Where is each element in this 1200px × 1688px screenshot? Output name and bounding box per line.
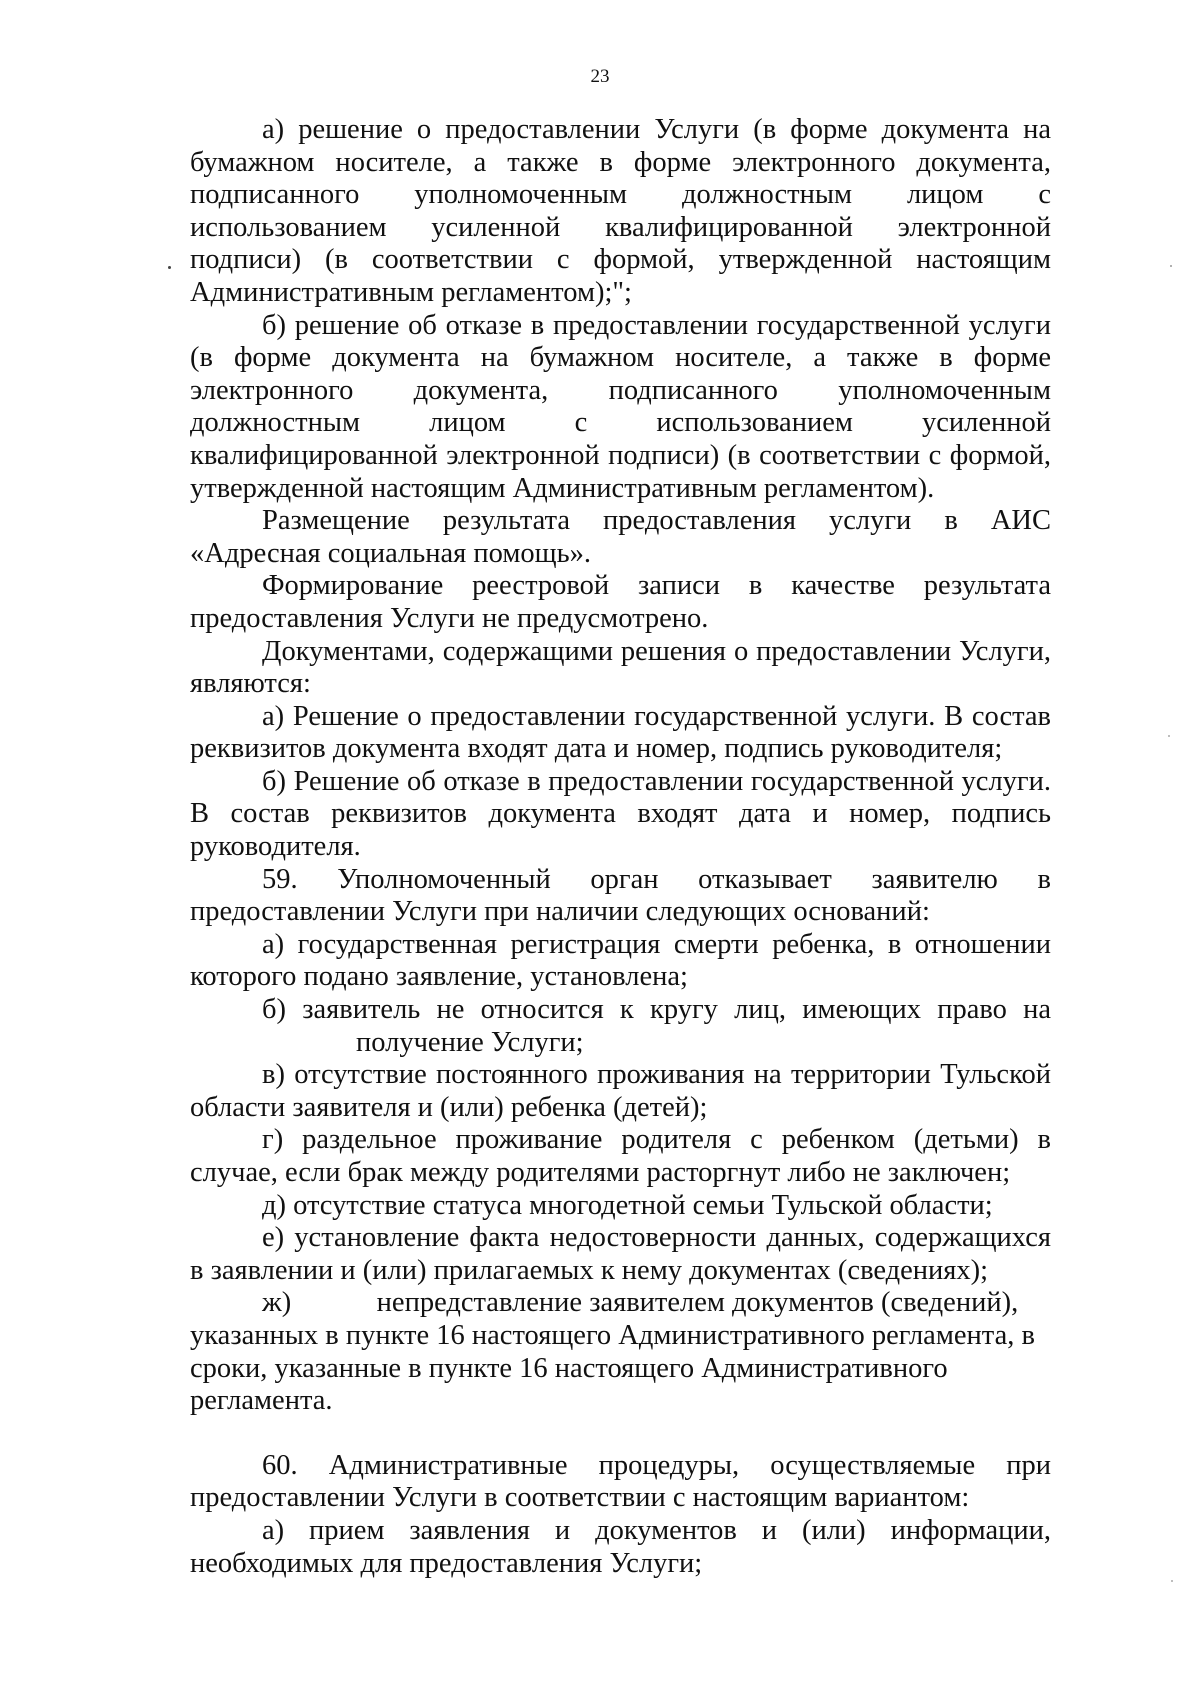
scan-speck xyxy=(1171,1580,1173,1582)
paragraph-ground-a: а) государственная регистрация смерти ребенка, в отношении которого подано заявление, установлена; xyxy=(190,928,1051,993)
paragraph-ground-g: г) раздельное проживание родителя с ребенком (детьми) в случае, если брак между родителями расторгнут либо не заключен; xyxy=(190,1124,1051,1188)
paragraph-ground-e: е) установление факта недостоверности данных, содержащихся в заявлении и (или) прилагаемых к нему документах (сведениях); xyxy=(190,1222,1051,1286)
paragraph-ground-b-continuation: получение Услуги; xyxy=(356,1026,584,1058)
paragraph-item-b-refusal: б) Решение об отказе в предоставлении государственной услуги. В состав реквизитов документа входят дата и номер, подпись руководителя. xyxy=(190,765,1051,863)
scan-speck xyxy=(1168,735,1170,737)
paragraph-ground-zh: ж) непредставление заявителем документов (сведений), указанных в пункте 16 настоящего Административного регламента, в сроки, указанные в пункте 16 настоящего Административного регламента. xyxy=(190,1287,1043,1417)
document-body xyxy=(190,114,1051,1580)
paragraph-59: 59. Уполномоченный орган отказывает заявителю в предоставлении Услуги при наличии следующих оснований: xyxy=(190,863,1051,928)
paragraph-60: 60. Административные процедуры, осуществляемые при предоставлении Услуги в соответствии с настоящим вариантом: xyxy=(190,1449,1051,1514)
paragraph-ground-d: д) отсутствие статуса многодетной семьи Тульской области; xyxy=(262,1189,993,1221)
paragraph-ground-v: в) отсутствие постоянного проживания на территории Тульской области заявителя и (или) ребенка (детей); xyxy=(190,1059,1051,1123)
paragraph-ground-b: б) заявитель не относится к кругу лиц, имеющих право на xyxy=(262,994,1051,1026)
paragraph-gap xyxy=(190,1418,1051,1450)
paragraph-decision-documents: Документами, содержащими решения о предоставлении Услуги, являются: xyxy=(190,635,1051,700)
scan-speck xyxy=(168,266,171,269)
page-number: 23 xyxy=(590,66,610,87)
paragraph-result-placement: Размещение результата предоставления услуги в АИС «Адресная социальная помощь». xyxy=(190,505,1051,569)
paragraph-procedure-a: а) прием заявления и документов и (или) информации, необходимых для предоставления Услуги; xyxy=(190,1514,1051,1579)
scan-speck xyxy=(1170,265,1172,267)
paragraph-item-a-grant: а) Решение о предоставлении государственной услуги. В состав реквизитов документа входят дата и номер, подпись руководителя; xyxy=(190,700,1051,765)
paragraph-decision-refusal: б) решение об отказе в предоставлении государственной услуги (в форме документа на бумажном носителе, а также в форме электронного документа, подписанного уполномоченным должностным лицом с использованием усиленной квалифицированной электронной подписи) (в соответствии с формой, утвержденной настоящим Административным регламентом). xyxy=(190,309,1051,504)
paragraph-decision-grant: а) решение о предоставлении Услуги (в форме документа на бумажном носителе, а также в форме электронного документа, подписанного уполномоченным должностным лицом с использованием усиленной квалифицированной электронной подписи) (в соответствии с формой, утвержденной настоящим Административным регламентом);"; xyxy=(190,114,1051,308)
paragraph-registry-record: Формирование реестровой записи в качестве результата предоставления Услуги не предусмотрено. xyxy=(190,570,1051,634)
